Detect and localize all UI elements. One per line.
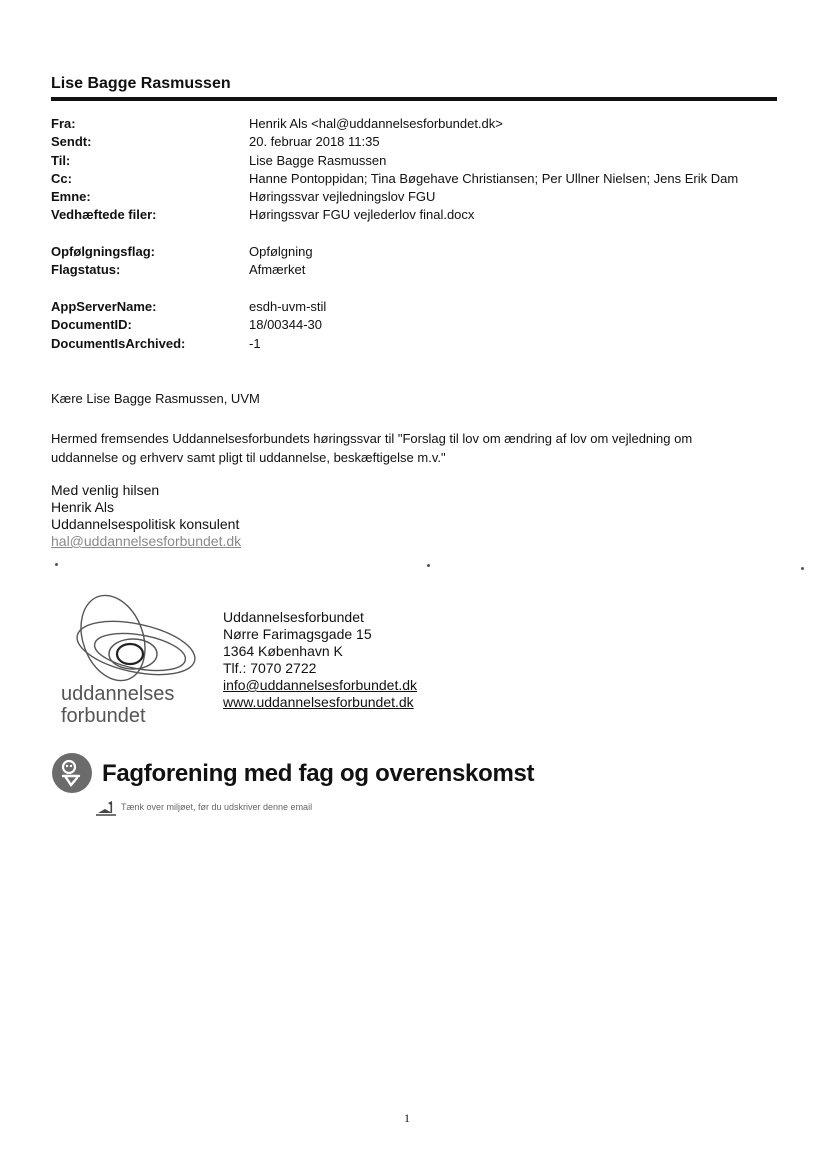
slogan: Fagforening med fag og overenskomst: [102, 760, 535, 787]
meta-value: Høringssvar FGU vejlederlov final.docx: [249, 207, 475, 223]
meta-value: Henrik Als <hal@uddannelsesforbundet.dk>: [249, 116, 503, 131]
email-greeting: Kære Lise Bagge Rasmussen, UVM: [51, 391, 260, 406]
signature-email-link[interactable]: hal@uddannelsesforbundet.dk: [51, 533, 242, 549]
meta-value: Hanne Pontoppidan; Tina Bøgehave Christiansen; Per Ullner Nielsen; Jens Erik Dam: [249, 170, 739, 186]
logo-wordmark: [61, 683, 174, 727]
email-paragraph-line-1: Hermed fremsendes Uddannelsesforbundets høringssvar til "Forslag til lov om ændring af lov om vejledning om: [51, 431, 693, 446]
meta-value: Opfølgning: [249, 244, 313, 259]
meta-value: Afmærket: [249, 262, 306, 278]
scan-speck: [801, 567, 804, 570]
signature-title: Uddannelsespolitisk konsulent: [51, 516, 240, 532]
meta-value: -1: [249, 335, 261, 351]
email-paragraph-line-2: uddannelse og erhverv samt pligt til uddannelse, beskæftigelse m.v.": [51, 450, 446, 465]
meta-key: Til:: [51, 152, 71, 168]
signature-name: Henrik Als: [51, 499, 115, 515]
contact-block: [223, 609, 417, 711]
contact-email-link[interactable]: info@uddannelsesforbundet.dk: [223, 677, 418, 693]
signature-closing: Med venlig hilsen: [51, 482, 160, 498]
meta-value: 18/00344-30: [249, 317, 323, 333]
meta-key: Emne:: [51, 189, 91, 205]
logo-wordmark-line-2: forbundet: [61, 705, 146, 727]
meta-key: Vedhæftede filer:: [51, 207, 157, 223]
environment-note: Tænk over miljøet, før du udskriver denne email: [121, 802, 313, 812]
contact-org: Uddannelsesforbundet: [223, 609, 364, 625]
contact-street: Nørre Farimagsgade 15: [223, 626, 372, 642]
page-number: 1: [404, 1111, 410, 1125]
union-badge-icon: [51, 752, 93, 794]
meta-key: Sendt:: [51, 134, 92, 150]
meta-key: DocumentID:: [51, 317, 132, 333]
contact-city: 1364 København K: [223, 643, 343, 659]
contact-phone: Tlf.: 7070 2722: [223, 660, 317, 676]
meta-key: DocumentIsArchived:: [51, 335, 186, 351]
scan-speck: [427, 564, 430, 567]
header-rule: [51, 97, 777, 101]
document-owner: Lise Bagge Rasmussen: [51, 75, 231, 92]
environment-tree-icon: [95, 800, 117, 816]
meta-key: Flagstatus:: [51, 262, 121, 278]
meta-value: Lise Bagge Rasmussen: [249, 152, 387, 168]
logo-wordmark-line-1: uddannelses: [61, 683, 175, 705]
meta-key: AppServerName:: [51, 299, 157, 314]
meta-key: Opfølgningsflag:: [51, 244, 155, 259]
scan-speck: [55, 563, 58, 566]
meta-value: Høringssvar vejledningslov FGU: [249, 189, 436, 205]
meta-key: Fra:: [51, 116, 76, 131]
signature: [51, 482, 241, 550]
meta-value: esdh-uvm-stil: [249, 299, 327, 314]
contact-website-link[interactable]: www.uddannelsesforbundet.dk: [223, 694, 414, 710]
meta-value: 20. februar 2018 11:35: [249, 134, 380, 150]
meta-key: Cc:: [51, 170, 72, 186]
